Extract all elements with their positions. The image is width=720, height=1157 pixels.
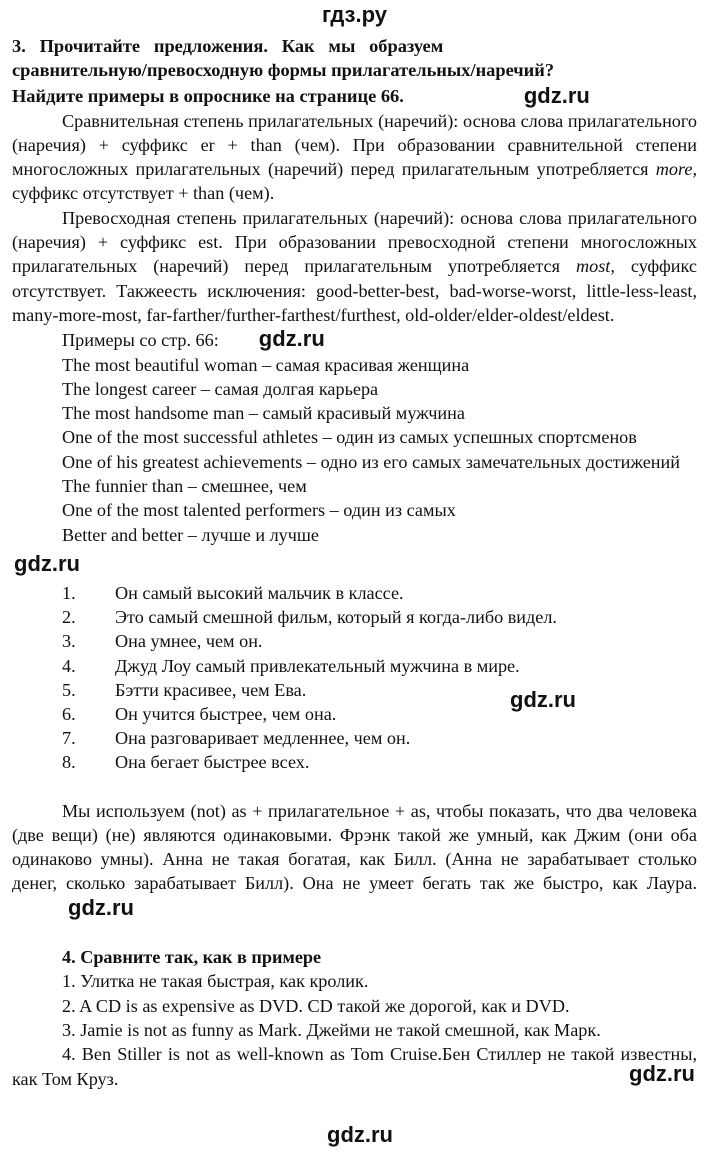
list-number: 3.: [62, 631, 76, 652]
list-text: Она умнее, чем он.: [115, 631, 263, 652]
list-number: 2.: [62, 607, 76, 628]
superlative-tail: суффикс отсутствует. Такжеесть исключения: good-better-best, bad-worse-worst, little-less-least, many-more-most, far-farther/further-farthest/furthest, old-older/elder-oldest/eldest.: [12, 256, 697, 325]
task3-heading-line3-row: [12, 83, 697, 109]
task4-item: 1. Улитка не такая быстрая, как кролик.: [62, 971, 369, 992]
comparative-paragraph: [12, 109, 697, 206]
as-as-paragraph: [12, 799, 697, 921]
list-number: 7.: [62, 728, 76, 749]
watermark: gdz.ru: [14, 550, 80, 576]
as-as-text: Мы используем (not) as + прилагательное + as, чтобы показать, что два человека (две вещи) (не) являются одинаковыми. Фрэнк такой же умный, как Джим (они оба одинаково умны). Анна не такая богатая, как Билл. (Анна не зарабатывает столько денег, сколько зарабатывает Билл). Она не умеет бегать так же быстро, как Лаура.: [12, 800, 697, 894]
list-number: 4.: [62, 655, 76, 676]
site-title: гдз.ру: [322, 2, 387, 27]
task4-item: 3. Jamie is not as funny as Mark. Джейми не такой смешной, как Марк.: [62, 1019, 601, 1040]
watermark: gdz.ru: [510, 686, 576, 712]
spacer: [12, 775, 697, 799]
task4-item: 4. Ben Stiller is not as well-known as Tom Cruise.Бен Стиллер не такой известны, как Том Круз.: [12, 1044, 697, 1089]
task3-heading-line3: Найдите примеры в опроснике на странице 66.: [12, 86, 404, 107]
watermark: gdz.ru: [327, 1122, 393, 1147]
list-number: 1.: [62, 582, 76, 603]
page: [12, 0, 697, 1101]
list-item: [12, 750, 697, 774]
spacer: [12, 921, 697, 945]
list-number: 8.: [62, 752, 76, 773]
watermark: gdz.ru: [258, 326, 325, 352]
numbered-list: [12, 581, 697, 775]
example-item: One of his greatest achievements – одно из его самых замечательных достижений: [62, 451, 680, 472]
list-number: 6.: [62, 703, 76, 724]
comparative-more: more,: [655, 159, 697, 180]
superlative-paragraph: [12, 206, 697, 327]
list-item: [12, 654, 697, 678]
list-item: [12, 605, 697, 629]
task4-heading: 4. Сравните так, как в примере: [62, 947, 322, 968]
list-text: Он учится быстрее, чем она.: [115, 703, 337, 724]
superlative-most: most,: [575, 256, 615, 277]
list-item: [12, 726, 697, 750]
watermark: gdz.ru: [523, 82, 590, 108]
list-number: 5.: [62, 679, 76, 700]
task3-heading-line2: сравнительную/превосходную формы прилагательных/наречий?: [12, 60, 555, 81]
comparative-text: Сравнительная степень прилагательных (наречий): основа слова прилагательного (наречия) + суффикс er + than (чем). При образовании сравнительной степени многосложных прилагательных (наречий) перед прилагательным употребляется: [12, 110, 697, 180]
example-item: The funnier than – смешнее, чем: [62, 476, 307, 497]
example-item: The most handsome man – самый красивый мужчина: [62, 403, 465, 424]
example-item: The most beautiful woman – самая красивая женщина: [62, 354, 470, 375]
example-item: One of the most talented performers – один из самых: [62, 500, 456, 521]
list-text: Он самый высокий мальчик в классе.: [115, 582, 404, 603]
comparative-tail: суффикс отсутствует + than (чем).: [12, 183, 275, 204]
watermark-row: [12, 547, 697, 577]
example-item: The longest career – самая долгая карьера: [62, 378, 379, 399]
list-item: [12, 581, 697, 605]
examples-label: Примеры со стр. 66:: [62, 330, 219, 351]
footer: [0, 1122, 720, 1148]
list-text: Бэтти красивее, чем Ева.: [115, 679, 307, 700]
list-text: Она бегает быстрее всех.: [115, 752, 310, 773]
list-item: [12, 678, 697, 702]
list-text: Она разговаривает медленнее, чем он.: [115, 728, 411, 749]
list-item: [12, 629, 697, 653]
watermark: gdz.ru: [629, 1060, 695, 1086]
superlative-text: Превосходная степень прилагательных (наречий): основа слова прилагательного (наречия) + суффикс est. При образовании превосходной степени многосложных прилагательных (наречий) перед прилагательным употребляется: [12, 207, 697, 277]
example-item: One of the most successful athletes – один из самых успешных спортсменов: [62, 427, 637, 448]
list-text: Это самый смешной фильм, который я когда-либо видел.: [115, 607, 557, 628]
task4-item: 2. A CD is as expensive as DVD. CD такой же дорогой, как и DVD.: [62, 995, 570, 1016]
example-item: Better and better – лучше и лучше: [62, 524, 319, 545]
list-text: Джуд Лоу самый привлекательный мужчина в мире.: [115, 655, 520, 676]
examples-label-row: [12, 327, 697, 352]
task3-heading-line1: 3. Прочитайте предложения. Как мы образуем: [12, 36, 444, 56]
watermark: gdz.ru: [68, 894, 134, 920]
